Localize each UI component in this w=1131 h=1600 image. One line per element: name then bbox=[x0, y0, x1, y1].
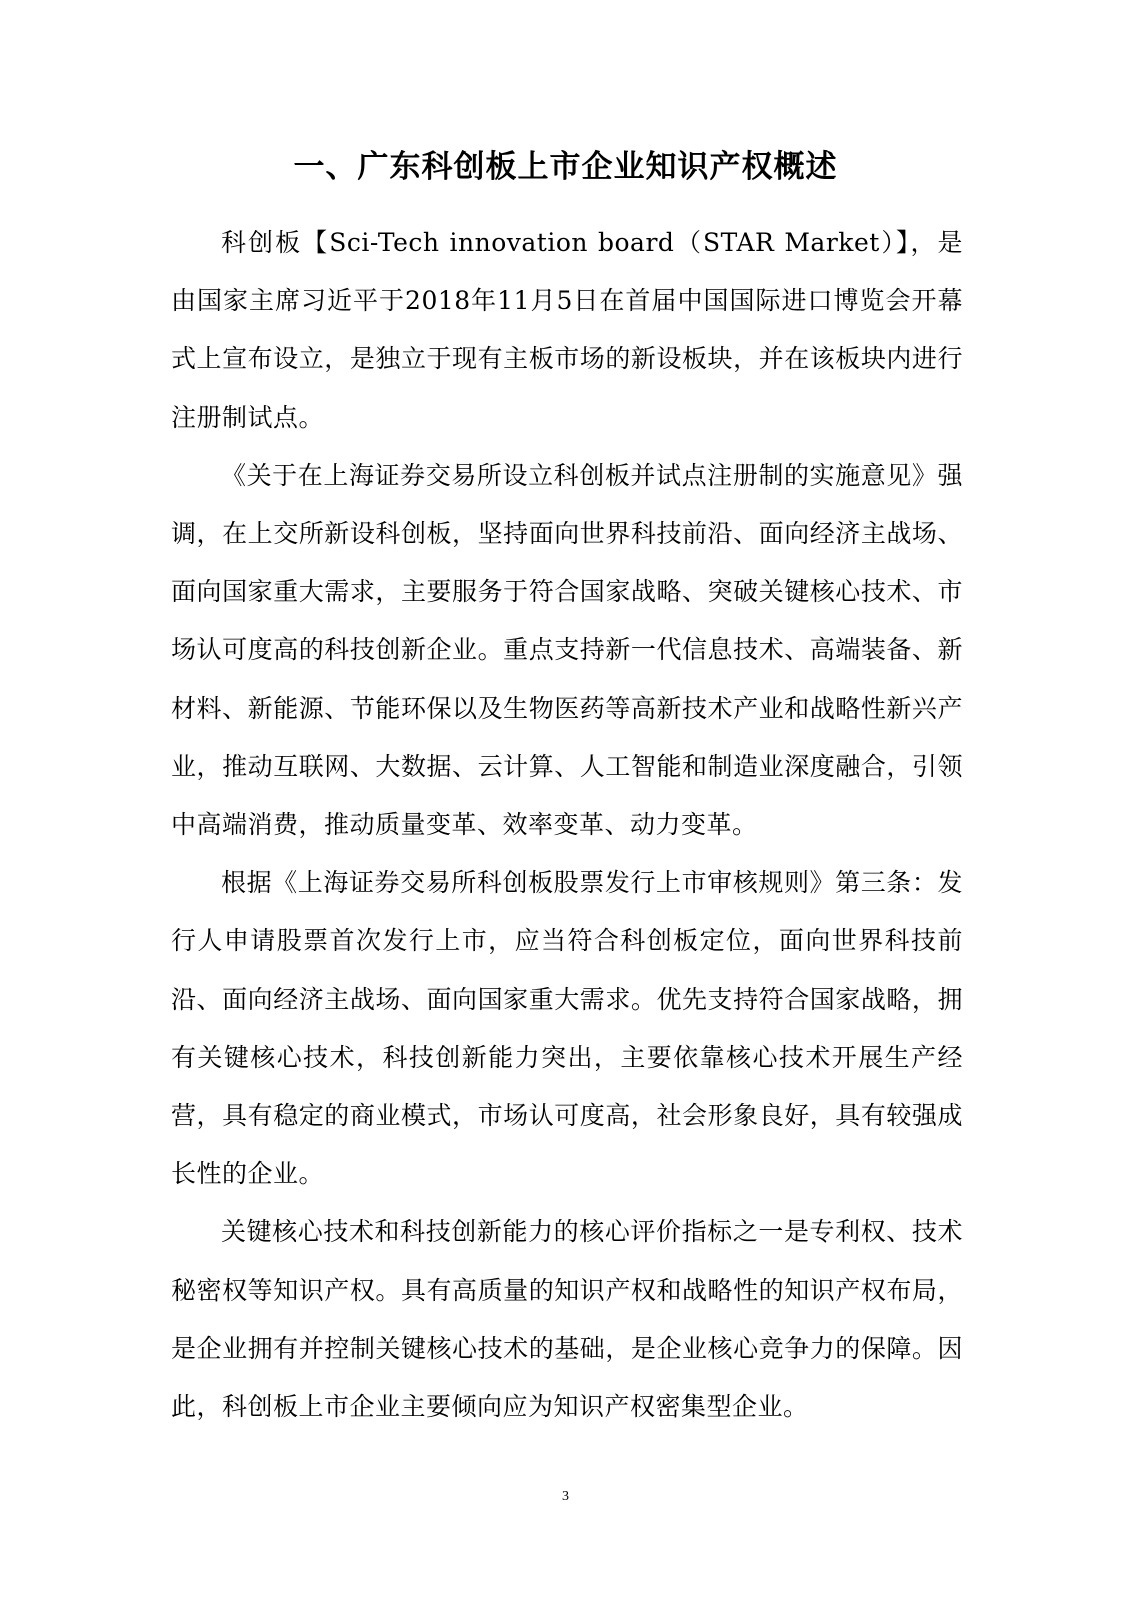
body-text bbox=[171, 214, 963, 1436]
paragraph-star-market-intro: 科创板【Sci-Tech innovation board（STAR Market）】，是由国家主席习近平于2018年11月5日在首届中国国际进口博览会开幕式上宣布设立，是独立于现有主板市场的新设板块，并在该板块内进行注册制试点。 bbox=[171, 228, 963, 432]
section-title: 一、广东科创板上市企业知识产权概述 bbox=[293, 149, 838, 185]
page-number: 3 bbox=[562, 1489, 569, 1504]
paragraph-implementation-opinion: 《关于在上海证券交易所设立科创板并试点注册制的实施意见》强调，在上交所新设科创板，坚持面向世界科技前沿、面向经济主战场、面向国家重大需求，主要服务于符合国家战略、突破关键核心技术、市场认可度高的科技创新企业。重点支持新一代信息技术、高端装备、新材料、新能源、节能环保以及生物医药等高新技术产业和战略性新兴产业，推动互联网、大数据、云计算、人工智能和制造业深度融合，引领中高端消费，推动质量变革、效率变革、动力变革。 bbox=[171, 460, 963, 840]
paragraph-ip-evaluation: 关键核心技术和科技创新能力的核心评价指标之一是专利权、技术秘密权等知识产权。具有高质量的知识产权和战略性的知识产权布局，是企业拥有并控制关键核心技术的基础，是企业核心竞争力的保障。因此，科创板上市企业主要倾向应为知识产权密集型企业。 bbox=[171, 1217, 963, 1422]
paragraph-review-rules: 根据《上海证券交易所科创板股票发行上市审核规则》第三条：发行人申请股票首次发行上市，应当符合科创板定位，面向世界科技前沿、面向经济主战场、面向国家重大需求。优先支持符合国家战略，拥有关键核心技术，科技创新能力突出，主要依靠核心技术开展生产经营，具有稳定的商业模式，市场认可度高，社会形象良好，具有较强成长性的企业。 bbox=[171, 868, 963, 1189]
